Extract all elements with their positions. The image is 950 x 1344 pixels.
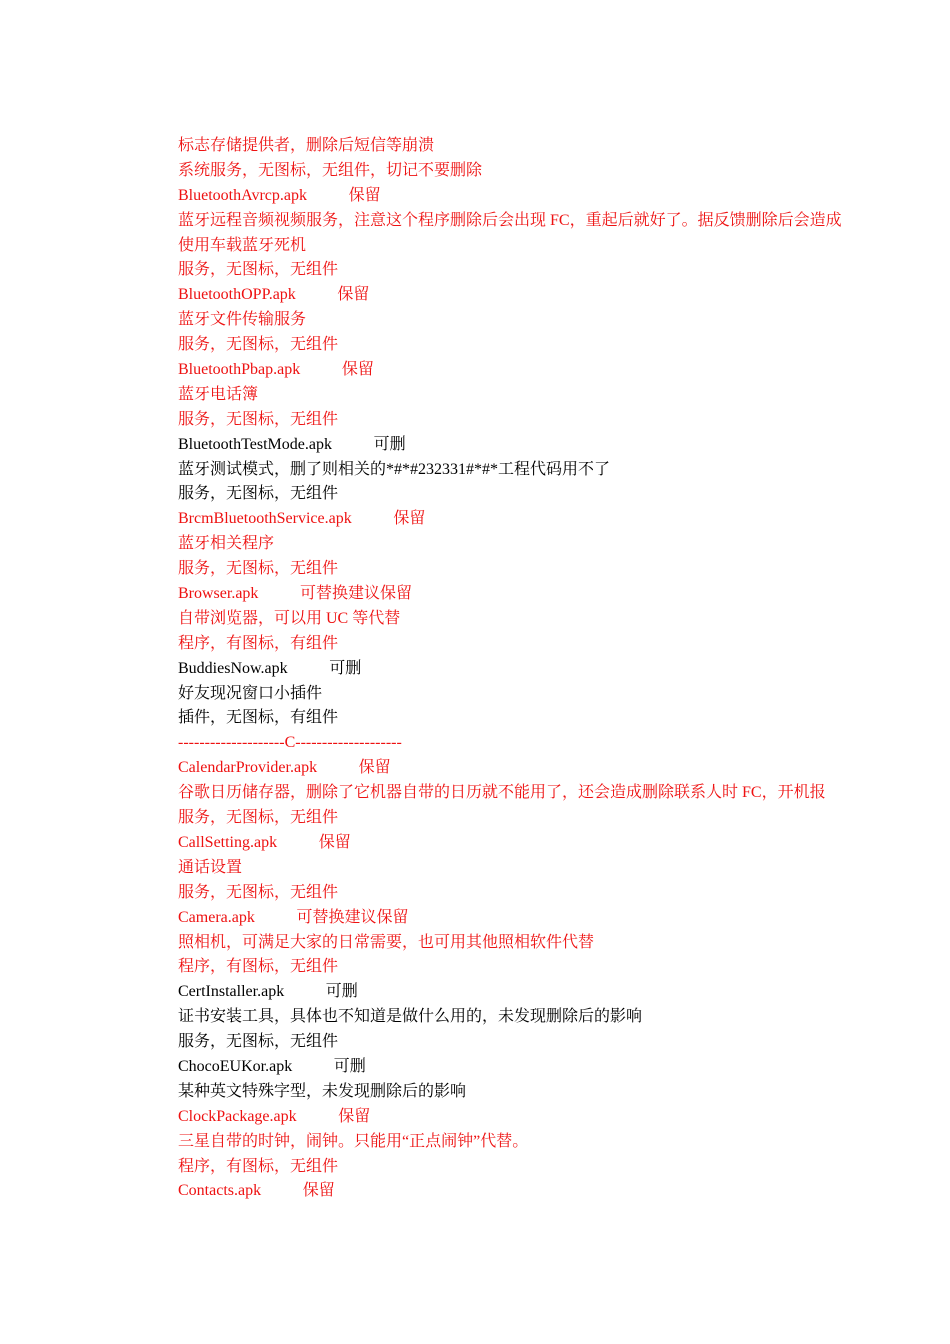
description-line <box>178 682 878 707</box>
line-text: 程序，有图标，无组件 <box>178 958 339 976</box>
apk-status: 可删 <box>325 983 358 1001</box>
type-line <box>178 1030 878 1055</box>
apk-status: 保留 <box>348 186 381 204</box>
description-line <box>178 134 878 159</box>
description-line <box>178 1130 878 1155</box>
apk-entry-brcmbluetoothservice <box>178 507 878 532</box>
description-line <box>178 383 878 408</box>
description-line <box>178 532 878 557</box>
apk-name: Browser.apk <box>178 585 259 603</box>
apk-name: ClockPackage.apk <box>178 1107 297 1125</box>
apk-name: CertInstaller.apk <box>178 983 285 1001</box>
line-text: 服务，无图标，无组件 <box>178 1033 339 1051</box>
apk-status: 可删 <box>329 659 362 677</box>
section-divider-c <box>178 731 878 756</box>
type-line <box>178 333 878 358</box>
apk-status: 可删 <box>333 1057 366 1075</box>
apk-list-text <box>178 134 878 1204</box>
apk-entry-contacts <box>178 1179 878 1204</box>
apk-name: BluetoothTestMode.apk <box>178 435 332 453</box>
description-line <box>178 781 878 806</box>
description-line <box>178 308 878 333</box>
apk-name: BluetoothOPP.apk <box>178 286 296 304</box>
apk-status: 保留 <box>318 833 351 851</box>
description-line <box>178 607 878 632</box>
description-line <box>178 856 878 881</box>
line-text: 服务，无图标，无组件 <box>178 883 339 901</box>
apk-status: 保留 <box>358 759 391 777</box>
line-text: 通话设置 <box>178 858 243 876</box>
line-text: 服务，无图标，无组件 <box>178 336 339 354</box>
line-text: 服务，无图标，无组件 <box>178 410 339 428</box>
apk-name: BluetoothPbap.apk <box>178 361 301 379</box>
line-text: 蓝牙相关程序 <box>178 535 275 553</box>
apk-entry-clockpackage <box>178 1105 878 1130</box>
apk-name: Camera.apk <box>178 908 255 926</box>
apk-entry-buddiesnow <box>178 657 878 682</box>
apk-entry-bluetoothtestmode <box>178 433 878 458</box>
apk-entry-callsetting <box>178 831 878 856</box>
apk-entry-certinstaller <box>178 980 878 1005</box>
line-text: 服务，无图标，无组件 <box>178 485 339 503</box>
line-text: 蓝牙远程音频视频服务，注意这个程序删除后会出现 FC，重起后就好了。据反馈删除后会造成 <box>178 211 842 229</box>
description-line <box>178 931 878 956</box>
apk-name: ChocoEUKor.apk <box>178 1057 293 1075</box>
type-line <box>178 706 878 731</box>
apk-status: 保留 <box>337 286 370 304</box>
apk-name: CallSetting.apk <box>178 833 278 851</box>
apk-name: BuddiesNow.apk <box>178 659 288 677</box>
line-text: 好友现况窗口小插件 <box>178 684 323 702</box>
type-line <box>178 557 878 582</box>
description-line <box>178 458 878 483</box>
line-text: 自带浏览器，可以用 UC 等代替 <box>178 609 401 627</box>
apk-status: 保留 <box>338 1107 371 1125</box>
description-line <box>178 209 878 234</box>
apk-status: 保留 <box>302 1182 335 1200</box>
line-text: 程序，有图标，有组件 <box>178 634 339 652</box>
apk-name: CalendarProvider.apk <box>178 759 318 777</box>
apk-status: 保留 <box>393 510 426 528</box>
apk-status: 可删 <box>373 435 406 453</box>
divider-text: --------------------C-------------------- <box>178 734 402 752</box>
apk-name: BluetoothAvrcp.apk <box>178 186 308 204</box>
apk-entry-browser <box>178 582 878 607</box>
apk-name: BrcmBluetoothService.apk <box>178 510 352 528</box>
type-line <box>178 955 878 980</box>
line-text: 标志存储提供者，删除后短信等崩溃 <box>178 137 435 154</box>
type-line <box>178 408 878 433</box>
apk-entry-chocoeukor <box>178 1055 878 1080</box>
apk-entry-bluetoothopp <box>178 283 878 308</box>
line-text: 三星自带的时钟，闹钟。只能用“正点闹钟”代替。 <box>178 1132 529 1150</box>
line-text: 插件，无图标，有组件 <box>178 709 339 727</box>
description-line <box>178 234 878 259</box>
description-line <box>178 1080 878 1105</box>
line-text: 蓝牙文件传输服务 <box>178 311 307 329</box>
line-text: 服务，无图标，无组件 <box>178 809 339 827</box>
apk-entry-calendarprovider <box>178 756 878 781</box>
line-text: 蓝牙测试模式，删了则相关的*#*#232331#*#*工程代码用不了 <box>178 460 611 478</box>
apk-status: 可替换建议保留 <box>296 908 409 926</box>
type-line <box>178 632 878 657</box>
line-text: 服务，无图标，无组件 <box>178 560 339 578</box>
apk-status: 可替换建议保留 <box>300 585 413 603</box>
type-line <box>178 1155 878 1180</box>
type-line <box>178 159 878 184</box>
line-text: 系统服务，无图标，无组件，切记不要删除 <box>178 161 483 179</box>
line-text: 谷歌日历储存器，删除了它机器自带的日历就不能用了，还会造成删除联系人时 FC，开机报 <box>178 784 826 802</box>
line-text: 程序，有图标，无组件 <box>178 1157 339 1175</box>
line-text: 照相机，可满足大家的日常需要，也可用其他照相软件代替 <box>178 933 595 951</box>
type-line <box>178 258 878 283</box>
apk-name: Contacts.apk <box>178 1182 262 1200</box>
line-text: 使用车载蓝牙死机 <box>178 236 307 254</box>
line-text: 蓝牙电话簿 <box>178 385 259 403</box>
line-text: 证书安装工具，具体也不知道是做什么用的，未发现删除后的影响 <box>178 1008 643 1026</box>
apk-entry-bluetoothavrcp <box>178 184 878 209</box>
type-line <box>178 881 878 906</box>
line-text: 某种英文特殊字型，未发现删除后的影响 <box>178 1082 467 1100</box>
description-line <box>178 1005 878 1030</box>
line-text: 服务，无图标，无组件 <box>178 261 339 279</box>
apk-entry-bluetoothpbap <box>178 358 878 383</box>
type-line <box>178 482 878 507</box>
apk-status: 保留 <box>341 361 374 379</box>
apk-entry-camera <box>178 906 878 931</box>
type-line <box>178 806 878 831</box>
